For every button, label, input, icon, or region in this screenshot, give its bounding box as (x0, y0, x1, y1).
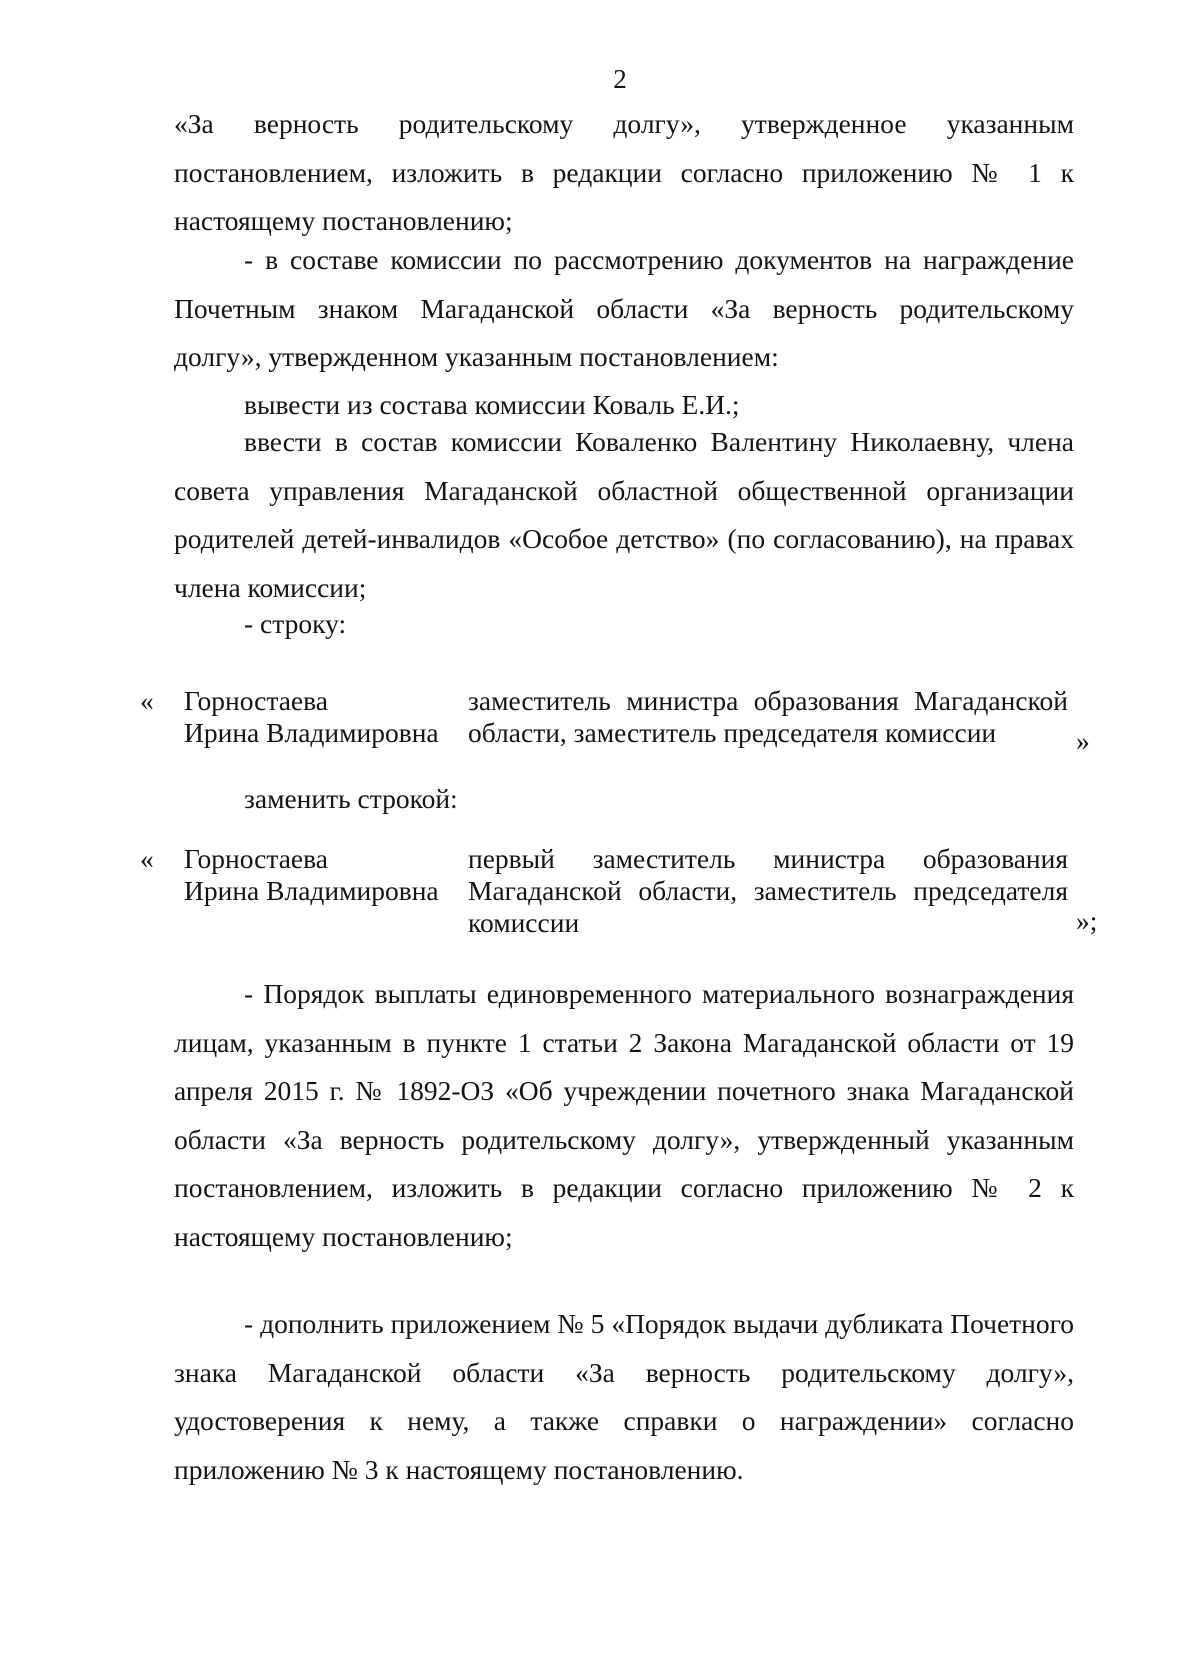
paragraph-1: «За верность родительскому долгу», утвержденное указанным постановлением, изложить в редакции согласно приложению № 1 к настоящему постановлению; (174, 108, 1074, 236)
paragraph-2: - в составе комиссии по рассмотрению документов на награждение Почетным знаком Магаданской области «За верность родительскому долгу», утвержденном указанным постановлением: (174, 244, 1074, 372)
paragraph-8: - дополнить приложением № 5 «Порядок выдачи дубликата Почетного знака Магаданской области «За верность родительскому долгу», удостоверения к нему, а также справки о награждении» согласно приложению № 3 к настоящему постановлению. (174, 1308, 1074, 1485)
quote-close: » (1076, 725, 1090, 756)
paragraph-4: ввести в состав комиссии Коваленко Валентину Николаевну, члена совета управления Магаданской областной общественной организации родителей детей-инвалидов «Особое детство» (по согласованию), на правах члена комиссии; (174, 426, 1074, 603)
paragraph-5: - строку: (244, 608, 347, 639)
new-commission-row (0, 843, 1200, 943)
paragraph-3: вывести из состава комиссии Коваль Е.И.; (244, 389, 740, 420)
member-surname: Горностаева (184, 843, 328, 874)
member-name (184, 843, 464, 907)
member-role: заместитель министра образования Магаданской области, заместитель председателя комиссии (468, 685, 1068, 748)
member-name (184, 685, 464, 749)
page-number: 2 (613, 64, 627, 94)
quote-open: « (140, 685, 154, 716)
paragraph-6: заменить строкой: (244, 783, 458, 814)
member-given-names: Ирина Владимировна (184, 875, 439, 906)
member-given-names: Ирина Владимировна (184, 717, 439, 748)
paragraph-7: - Порядок выплаты единовременного материального вознаграждения лицам, указанным в пункте 1 статьи 2 Закона Магаданской области от 19 апреля 2015 г. № 1892-ОЗ «Об учреждении почетного знака Магаданской области «За верность родительскому долгу», утвержденный указанным постановлением, изложить в редакции согласно приложению № 2 к настоящему постановлению; (174, 978, 1074, 1252)
member-role: первый заместитель министра образования Магаданской области, заместитель председателя комиссии (468, 843, 1068, 938)
quote-close: »; (1076, 905, 1098, 936)
quote-open: « (140, 843, 154, 874)
old-commission-row (0, 685, 1200, 755)
member-surname: Горностаева (184, 685, 328, 716)
